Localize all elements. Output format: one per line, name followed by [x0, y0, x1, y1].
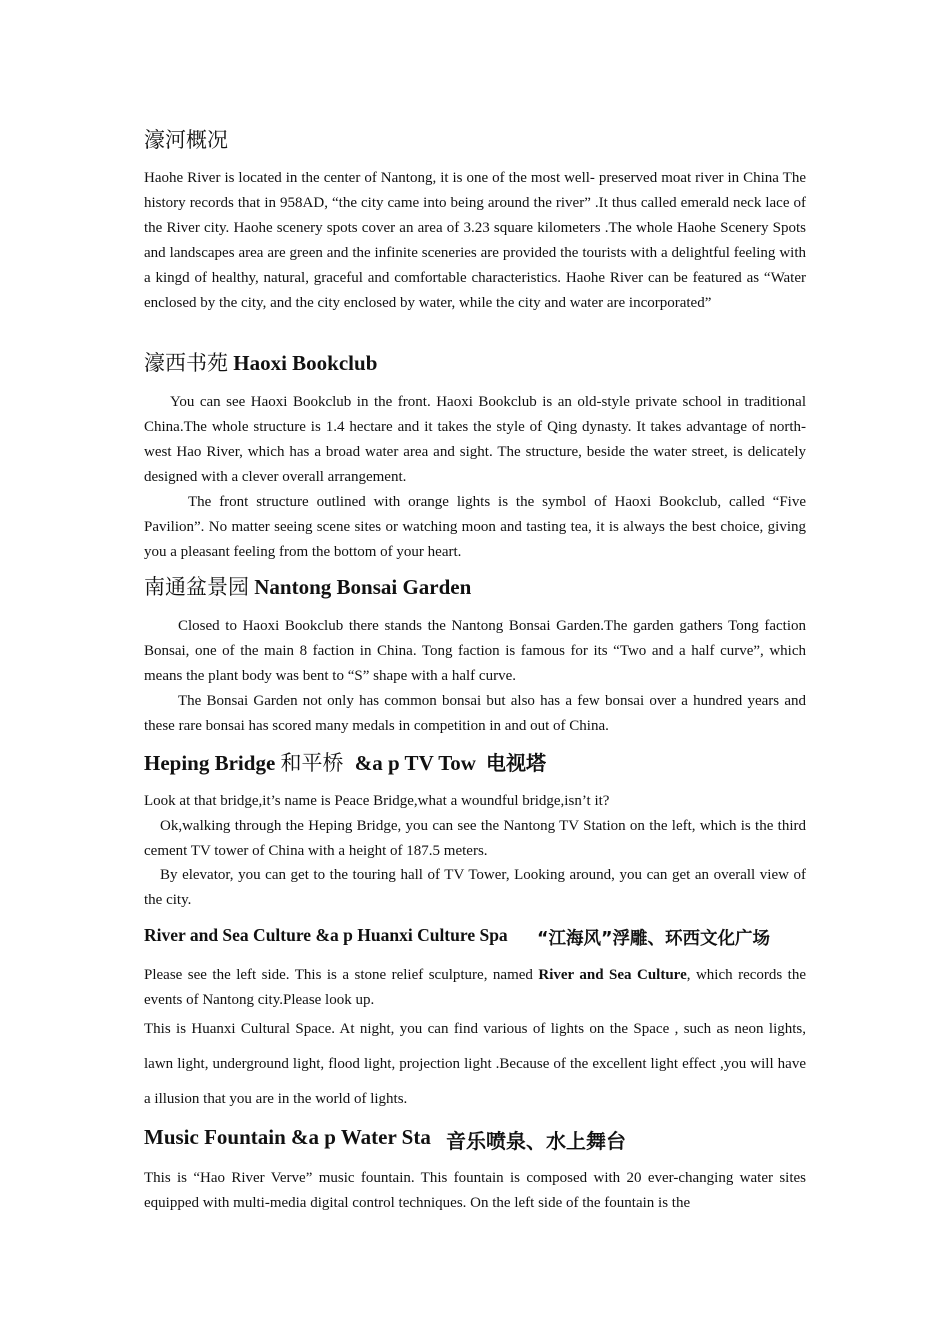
- bonsai-paragraph-2: The Bonsai Garden not only has common bonsai but also has a few bonsai over a hundred years and these rare bonsai has scored many medals in competition in and out of China.: [144, 693, 806, 734]
- heping-paragraph-1: Look at that bridge,it’s name is Peace Bridge,what a woundful bridge,isn’t it?: [144, 793, 610, 809]
- fountain-heading-en: Music Fountain &a p Water Sta: [144, 1125, 431, 1149]
- heping-heading-cn-overlay: 电视塔: [486, 751, 546, 775]
- heping-heading-en: Heping Bridge: [144, 751, 276, 775]
- bonsai-heading-cn: 南通盆景园: [144, 575, 249, 599]
- bonsai-paragraph-1: Closed to Haoxi Bookclub there stands the Nantong Bonsai Garden.The garden gathers Tong faction Bonsai, one of the main 8 faction in China. Tong faction is famous for its “Two and a half curve”, which means the plant body was bent to “S” shape with a half curve.: [144, 618, 806, 684]
- heping-heading: [144, 747, 476, 777]
- heping-paragraph-3: By elevator, you can get to the touring hall of TV Tower, Looking around, you can get an overall view of the city.: [144, 867, 806, 908]
- bookclub-heading: [144, 347, 377, 377]
- river-sea-p1-pre: Please see the left side. This is a stone relief sculpture, named: [144, 967, 539, 983]
- heping-heading-cn: 和平桥: [280, 751, 344, 775]
- heping-heading-mid: &a p TV Tow: [354, 751, 476, 775]
- bonsai-heading: [144, 571, 471, 601]
- bonsai-heading-en: Nantong Bonsai Garden: [254, 575, 472, 599]
- bookclub-heading-en: Haoxi Bookclub: [233, 351, 378, 375]
- fountain-heading-cn-overlay: 音乐喷泉、水上舞台: [446, 1129, 626, 1153]
- river-sea-heading-cn-overlay: “江海风”浮雕、环西文化广场: [537, 929, 771, 949]
- river-sea-p1-bold: River and Sea Culture: [538, 967, 687, 983]
- bookclub-paragraph-1: You can see Haoxi Bookclub in the front. Haoxi Bookclub is an old-style private school in traditional China.The whole structure is 1.4 hectare and it takes the style of Qing dynasty. It takes advantage of north-west Hao River, which has a broad water area and sight. The structure, beside the water street, is delicately designed with a clever overall arrangement.: [144, 394, 806, 485]
- fountain-paragraph-1: This is “Hao River Verve” music fountain. This fountain is composed with 20 ever-changing water sites equipped with multi-media digital control techniques. On the left side of the fountain is the: [144, 1170, 806, 1211]
- fountain-heading: [144, 1125, 431, 1150]
- bookclub-paragraph-2: The front structure outlined with orange lights is the symbol of Haoxi Bookclub, called “Five Pavilion”. No matter seeing scene sites or watching moon and tasting tea, it is always the best choice, giving you a pleasant feeling from the bottom of your heart.: [144, 494, 806, 560]
- river-sea-heading: River and Sea Culture &a p Huanxi Culture Spa: [144, 925, 508, 945]
- river-sea-paragraph-1: [144, 963, 806, 1013]
- overview-heading: 濠河概况: [144, 128, 228, 152]
- overview-paragraph: Haohe River is located in the center of Nantong, it is one of the most well- preserved moat river in China The history records that in 958AD, “the city came into being around the river” .It thus called emerald neck lace of the River city. Haohe scenery spots cover an area of 3.23 square kilometers .The whole Haohe Scenery Spots and landscapes area are green and the infinite sceneries are provided the tourists with a delightful feeling with a kingd of healthy, natural, graceful and comfortable characteristics. Haohe River can be featured as “Water enclosed by the city, and the city enclosed by water, while the city and water are incorporated”: [144, 170, 806, 311]
- river-sea-p1-post: , which records the events of Nantong city.Please look up.: [144, 967, 807, 1008]
- bookclub-heading-cn: 濠西书苑: [144, 351, 228, 375]
- river-sea-paragraph-2: This is Huanxi Cultural Space. At night, you can find various of lights on the Space , such as neon lights, lawn light, underground light, flood light, projection light .Because of the excellent light effect ,you will have a illusion that you are in the world of lights.: [144, 1021, 806, 1107]
- heping-paragraph-2: Ok,walking through the Heping Bridge, you can see the Nantong TV Station on the left, which is the third cement TV tower of China with a height of 187.5 meters.: [144, 818, 806, 859]
